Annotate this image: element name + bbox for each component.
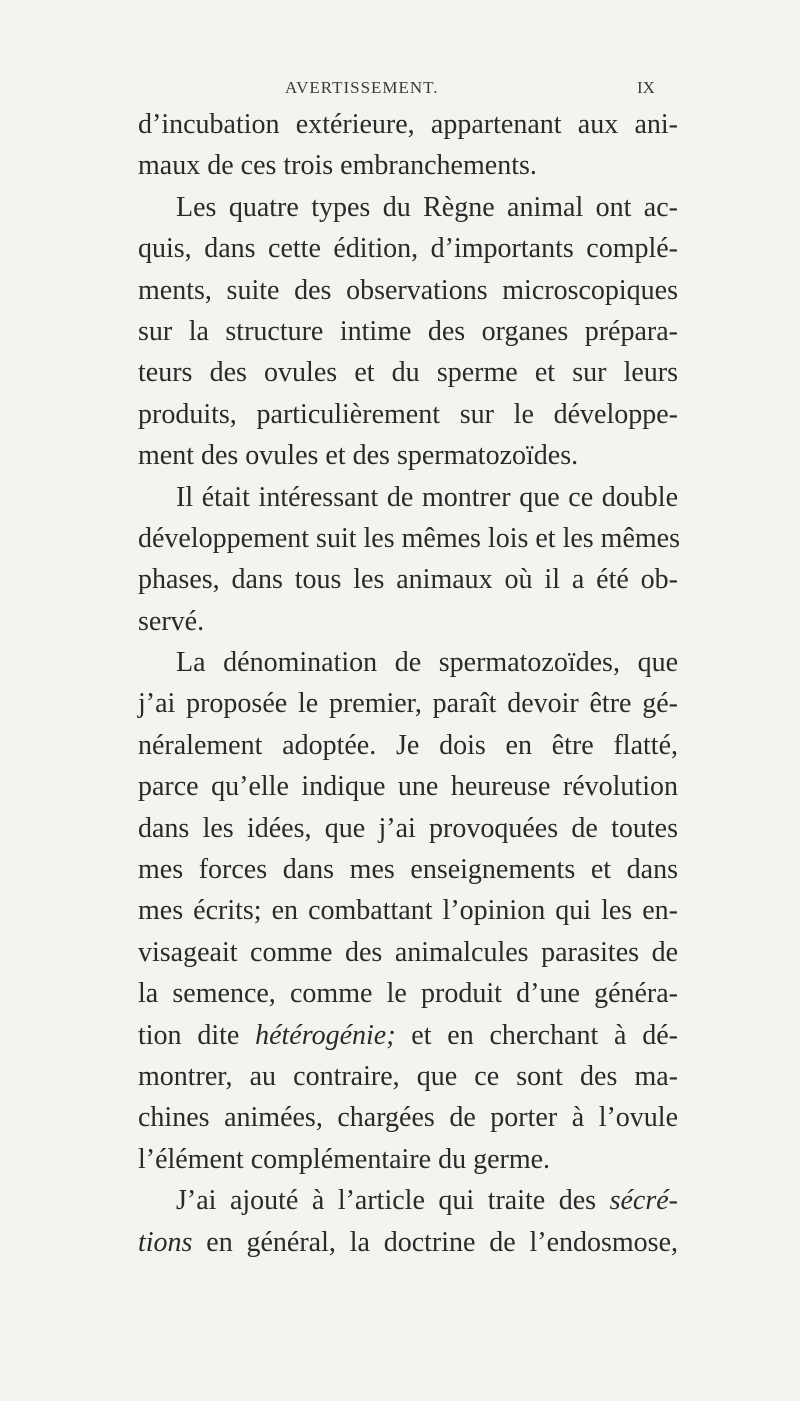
text-line [138, 1180, 678, 1221]
running-title: AVERTISSEMENT. [285, 78, 439, 97]
italic-term: sécré- [609, 1185, 678, 1217]
text-line: sur la structure intime des organes prépara- [138, 315, 678, 347]
text-run: tion dite [138, 1019, 256, 1051]
text-line: Il était intéressant de montrer que ce double [176, 481, 678, 513]
text-line: La dénomination de spermatozoïdes, que [176, 647, 678, 679]
body-text [138, 104, 678, 1263]
text-line [138, 1015, 678, 1056]
text-line [138, 1222, 678, 1263]
text-run: J’ai ajouté à l’article qui traite des [176, 1185, 610, 1217]
text-line: chines animées, chargées de porter à l’ovule [138, 1102, 678, 1134]
italic-term: tions [138, 1226, 193, 1258]
text-line: la semence, comme le produit d’une généra- [138, 978, 678, 1010]
text-line: l’élément complémentaire du germe. [138, 1143, 551, 1175]
text-line: j’ai proposée le premier, paraît devoir être gé- [138, 688, 678, 720]
text-line: visageait comme des animalcules parasites de [138, 936, 678, 968]
italic-term: hétérogénie; [255, 1019, 396, 1051]
text-line: ments, suite des observations microscopiques [138, 274, 678, 306]
text-run: et en cherchant à dé- [395, 1019, 678, 1051]
text-line: montrer, au contraire, que ce sont des ma- [138, 1060, 678, 1092]
text-line: servé. [138, 605, 205, 637]
text-line: développement suit les mêmes lois et les mêmes [138, 522, 680, 554]
text-line: dans les idées, que j’ai provoquées de toutes [138, 812, 678, 844]
text-line: quis, dans cette édition, d’importants complé- [138, 233, 678, 265]
text-line: maux de ces trois embranchements. [138, 150, 537, 182]
text-line: d’incubation extérieure, appartenant aux ani- [138, 109, 678, 140]
text-line: néralement adoptée. Je dois en être flatté, [138, 729, 678, 761]
text-line: produits, particulièrement sur le développe- [138, 398, 678, 430]
text-line: teurs des ovules et du sperme et sur leurs [138, 357, 678, 389]
text-line: mes écrits; en combattant l’opinion qui les en- [138, 895, 678, 927]
text-line: phases, dans tous les animaux où il a été ob- [138, 564, 678, 596]
text-line: ment des ovules et des spermatozoïdes. [138, 440, 579, 472]
text-line: mes forces dans mes enseignements et dans [138, 854, 678, 886]
text-line: Les quatre types du Règne animal ont ac- [176, 191, 678, 223]
text-run: en général, la doctrine de l’endosmose, [192, 1226, 678, 1258]
page-number: IX [637, 78, 655, 97]
text-line: parce qu’elle indique une heureuse révolution [138, 771, 678, 803]
